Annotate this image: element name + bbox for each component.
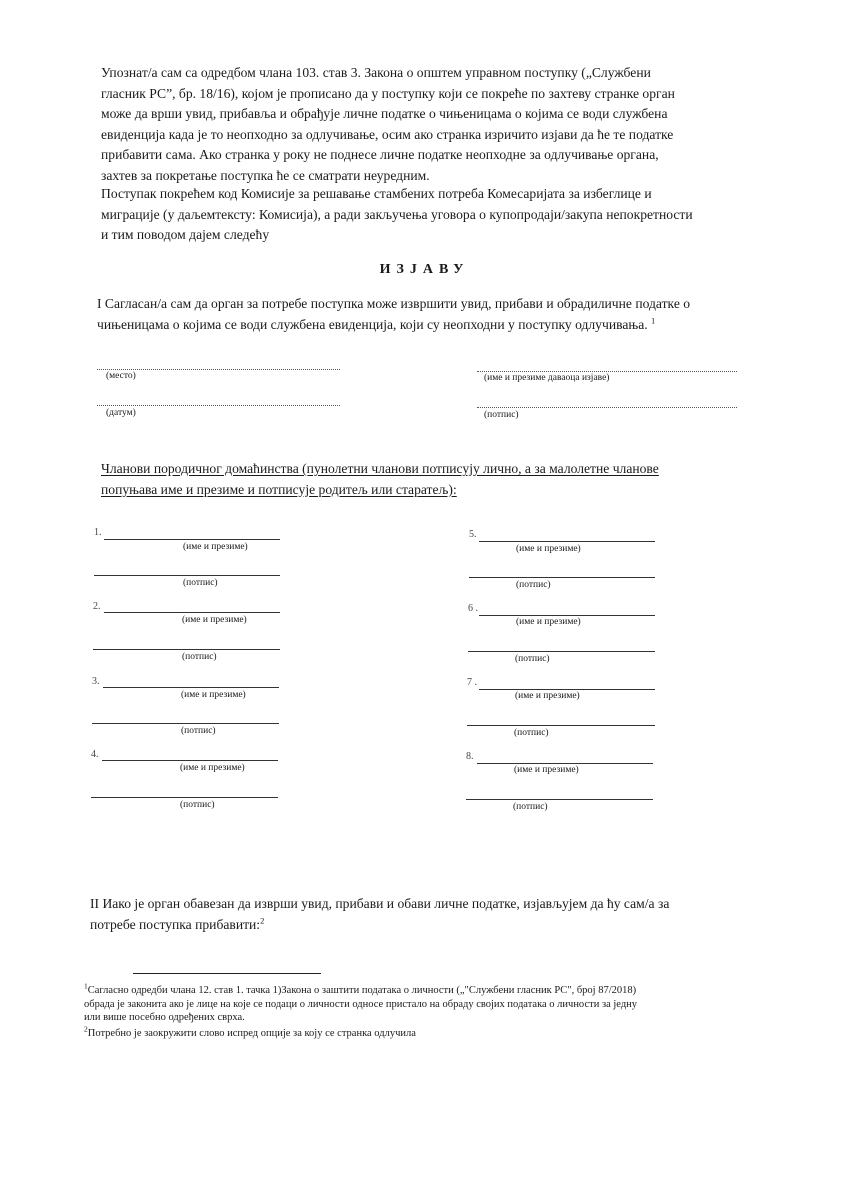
procedure-paragraph	[101, 184, 744, 246]
household-heading-line: Чланови породичног домаћинства (пунолетни чланови потписују лично, а за малолетне чланове	[101, 461, 659, 476]
member-signature-caption: (потпис)	[515, 654, 550, 664]
member-signature-line[interactable]	[469, 577, 655, 578]
place-field-line[interactable]	[97, 369, 340, 370]
footnote-2-text: Потребно је заокружити слово испред опције за коју се странка одлучила	[87, 1028, 416, 1039]
footnote-1-text: Сагласно одредби члана 12. став 1. тачка 1)Закона о заштити података о личности („"Службени гласник РС", број 87/2018)	[87, 985, 637, 996]
intro-line: евиденција када је то неопходно за одлучивање, осим ако странка изричито изјави да ће те податке	[101, 126, 674, 142]
footnote-1-mark: 1	[84, 981, 88, 991]
member-signature-caption: (потпис)	[180, 800, 215, 810]
member-signature-caption: (потпис)	[181, 726, 216, 736]
member-number: 1.	[94, 527, 102, 538]
procedure-line: Поступак покрећем код Комисије за решавање стамбених потреба Комесаријата за избеглице и	[101, 186, 652, 201]
consent-line-text: чињеницама о којима се води службена евиденција, који су неопходни у поступку одлучивања.	[97, 316, 648, 332]
document-title: ИЗЈАВУ	[379, 262, 470, 277]
member-signature-caption: (потпис)	[514, 728, 549, 738]
member-name-caption: (име и презиме)	[516, 544, 581, 554]
intro-line: гласник РС”, бр. 18/16), којом је прописано да у поступку који се покреће по захтеву странке орган	[101, 85, 675, 101]
footnote-1-line: обрада је законита ако је лице на које се подаци о личности односе пристало на обраду својих података о личности за једну	[84, 998, 638, 1010]
member-name-caption: (име и презиме)	[516, 617, 581, 627]
procedure-line: миграције (у даљемтексту: Комисија), а ради закључења уговора о купопродаји/закупа непокретности	[101, 206, 693, 222]
member-name-caption: (име и презиме)	[182, 615, 247, 625]
member-signature-line[interactable]	[94, 575, 280, 576]
member-signature-caption: (потпис)	[516, 580, 551, 590]
member-name-caption: (име и презиме)	[183, 542, 248, 552]
member-number: 4.	[91, 749, 99, 760]
household-heading	[101, 459, 751, 500]
member-name-line[interactable]	[479, 689, 655, 690]
member-signature-line[interactable]	[466, 799, 653, 800]
intro-line: захтев за покретање поступка ће се сматрати неуредним.	[101, 167, 430, 183]
member-name-line[interactable]	[479, 615, 655, 616]
procedure-line: и тим поводом дајем следећу	[101, 227, 270, 242]
footnote-2-mark: 2	[84, 1024, 88, 1034]
member-signature-line[interactable]	[93, 649, 280, 650]
member-name-caption: (име и презиме)	[514, 765, 579, 775]
member-signature-line[interactable]	[92, 723, 279, 724]
consent-line: I Сагласан/а сам да орган за потребе поступка може извршити увид, прибави и обрадиличне податке о	[97, 296, 691, 311]
member-name-line[interactable]	[102, 760, 278, 761]
intro-line: прибавити сама. Ако странка у року не поднесе личне податке неопходне за одлучивање органа,	[101, 147, 659, 162]
member-number: 8.	[466, 751, 474, 762]
member-signature-caption: (потпис)	[513, 802, 548, 812]
section-two-paragraph	[90, 894, 745, 935]
member-name-line[interactable]	[477, 763, 653, 764]
member-number: 2.	[93, 601, 101, 612]
member-name-caption: (име и презиме)	[180, 763, 245, 773]
footnote-1-line	[84, 981, 754, 998]
section-two-line: II Иако је орган обавезан да изврши увид, прибави и обави личне податке, изјављујем да ћу сам/а за	[90, 896, 670, 911]
declarant-name-field-line[interactable]	[477, 371, 737, 372]
member-signature-caption: (потпис)	[182, 652, 217, 662]
member-name-line[interactable]	[104, 539, 280, 540]
member-number: 7 .	[467, 677, 477, 688]
intro-paragraph	[101, 63, 744, 186]
footnote-separator	[133, 973, 321, 974]
declarant-name-caption: (име и презиме даваоца изјаве)	[484, 373, 610, 383]
declarant-signature-caption: (потпис)	[484, 410, 519, 420]
place-caption: (место)	[106, 371, 136, 381]
intro-line: може да врши увид, прибавља и обрађује личне податке о чињеницама о којима се води службена	[101, 106, 668, 121]
intro-line: Упознат/а сам са одредбом члана 103. став 3. Закона о општем управном поступку („Службени	[101, 65, 651, 80]
section-two-line	[90, 915, 745, 936]
member-signature-line[interactable]	[91, 797, 278, 798]
footnote-2	[84, 1024, 416, 1041]
member-name-caption: (име и презиме)	[515, 691, 580, 701]
date-field-line[interactable]	[97, 405, 340, 406]
member-name-line[interactable]	[104, 612, 280, 613]
member-signature-line[interactable]	[468, 651, 655, 652]
consent-line	[97, 315, 749, 336]
member-signature-line[interactable]	[467, 725, 655, 726]
footnote-1-line: или више посебно одређених сврха.	[84, 1012, 245, 1023]
member-signature-caption: (потпис)	[183, 578, 218, 588]
footnote-1	[84, 981, 754, 1025]
date-caption: (датум)	[106, 408, 136, 418]
footnote-ref-1: 1	[651, 314, 656, 325]
household-heading-line: попуњава име и презиме и потписује родитељ или старатељ):	[101, 481, 457, 497]
member-number: 5.	[469, 529, 477, 540]
section-two-line-text: потребе поступка прибавити:	[90, 916, 261, 932]
member-number: 3.	[92, 676, 100, 687]
member-name-line[interactable]	[103, 687, 279, 688]
member-name-caption: (име и презиме)	[181, 690, 246, 700]
declarant-signature-field-line[interactable]	[477, 407, 737, 408]
consent-paragraph	[97, 294, 749, 335]
member-number: 6 .	[468, 603, 478, 614]
member-name-line[interactable]	[479, 541, 655, 542]
footnote-ref-2: 2	[260, 914, 265, 925]
